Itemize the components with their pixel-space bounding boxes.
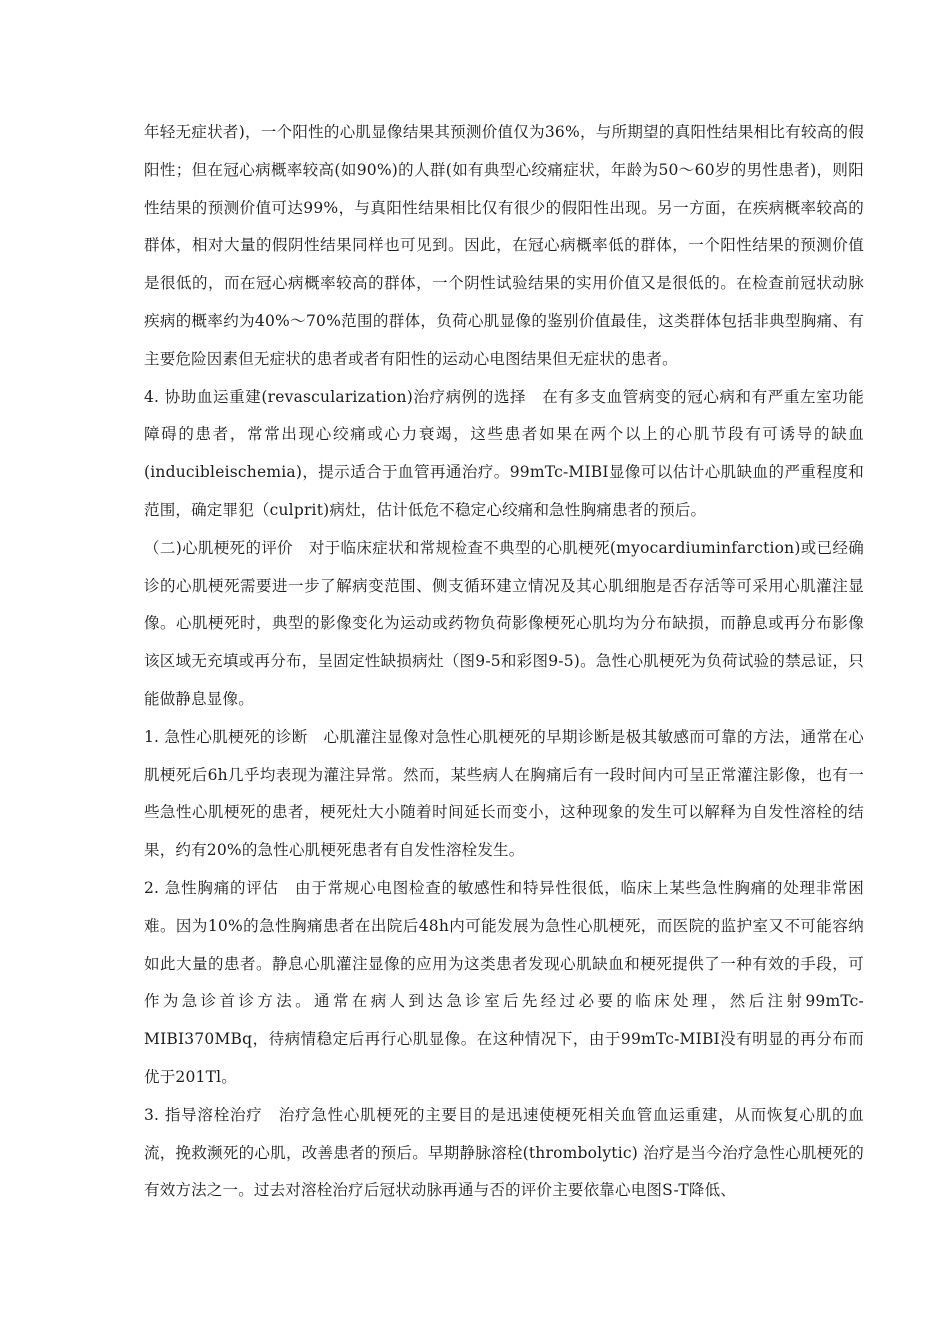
paragraph-revascularization: 4. 协助血运重建(revascularization)治疗病例的选择 在有多支血管病变的冠心病和有严重左室功能障碍的患者，常常出现心绞痛或心力衰竭，这些患者如果在两个以上的心肌节段有可诱导的缺血(inducibleischemia)，提示适合于血管再通治疗。99mTc-MIBI显像可以估计心肌缺血的严重程度和范围，确定罪犯（culprit)病灶，估计低危不稳定心绞痛和急性胸痛患者的预后。	[144, 387, 864, 519]
document-body	[144, 114, 864, 1210]
paragraph-thrombolysis: 3. 指导溶栓治疗 治疗急性心肌梗死的主要目的是迅速使梗死相关血管血运重建，从而恢复心肌的血流，挽救濒死的心肌，改善患者的预后。早期静脉溶栓(thrombolytic) 治疗是当今治疗急性心肌梗死的有效方法之一。过去对溶栓治疗后冠状动脉再通与否的评价主要依靠心电图S-T降低、	[144, 1105, 864, 1200]
paragraph-acute-infarction-diagnosis: 1. 急性心肌梗死的诊断 心肌灌注显像对急性心肌梗死的早期诊断是极其敏感而可靠的方法，通常在心肌梗死后6h几乎均表现为灌注异常。然而，某些病人在胸痛后有一段时间内可呈正常灌注影像，也有一些急性心肌梗死的患者，梗死灶大小随着时间延长而变小，这种现象的发生可以解释为自发性溶栓的结果，约有20%的急性心肌梗死患者有自发性溶栓发生。	[144, 727, 864, 860]
paragraph-acute-chest-pain: 2. 急性胸痛的评估 由于常规心电图检查的敏感性和特异性很低，临床上某些急性胸痛的处理非常困难。因为10%的急性胸痛患者在出院后48h内可能发展为急性心肌梗死，而医院的监护室又不可能容纳如此大量的患者。静息心肌灌注显像的应用为这类患者发现心肌缺血和梗死提供了一种有效的手段，可作为急诊首诊方法。通常在病人到达急诊室后先经过必要的临床处理，然后注射99mTc-MIBI370MBq，待病情稳定后再行心肌显像。在这种情况下，由于99mTc-MIBI没有明显的再分布而优于201Tl。	[144, 878, 864, 1086]
paragraph-predictive-value: 年轻无症状者)，一个阳性的心肌显像结果其预测价值仅为36%，与所期望的真阳性结果相比有较高的假阳性；但在冠心病概率较高(如90%)的人群(如有典型心绞痛症状，年龄为50～60岁的男性患者)，则阳性结果的预测价值可达99%，与真阳性结果相比仅有很少的假阳性出现。另一方面，在疾病概率较高的群体，相对大量的假阴性结果同样也可见到。因此，在冠心病概率低的群体，一个阳性结果的预测价值是很低的，而在冠心病概率较高的群体，一个阴性试验结果的实用价值又是很低的。在检查前冠状动脉疾病的概率约为40%～70%范围的群体，负荷心肌显像的鉴别价值最佳，这类群体包括非典型胸痛、有主要危险因素但无症状的患者或者有阳性的运动心电图结果但无症状的患者。	[144, 123, 864, 368]
paragraph-infarction-evaluation: （二)心肌梗死的评价 对于临床症状和常规检查不典型的心肌梗死(myocardiuminfarction)或已经确诊的心肌梗死需要进一步了解病变范围、侧支循环建立情况及其心肌细胞是否存活等可采用心肌灌注显像。心肌梗死时，典型的影像变化为运动或药物负荷影像梗死心肌均为分布缺损，而静息或再分布影像该区域无充填或再分布，呈固定性缺损病灶（图9-5和彩图9-5)。急性心肌梗死为负荷试验的禁忌证，只能做静息显像。	[144, 538, 864, 708]
